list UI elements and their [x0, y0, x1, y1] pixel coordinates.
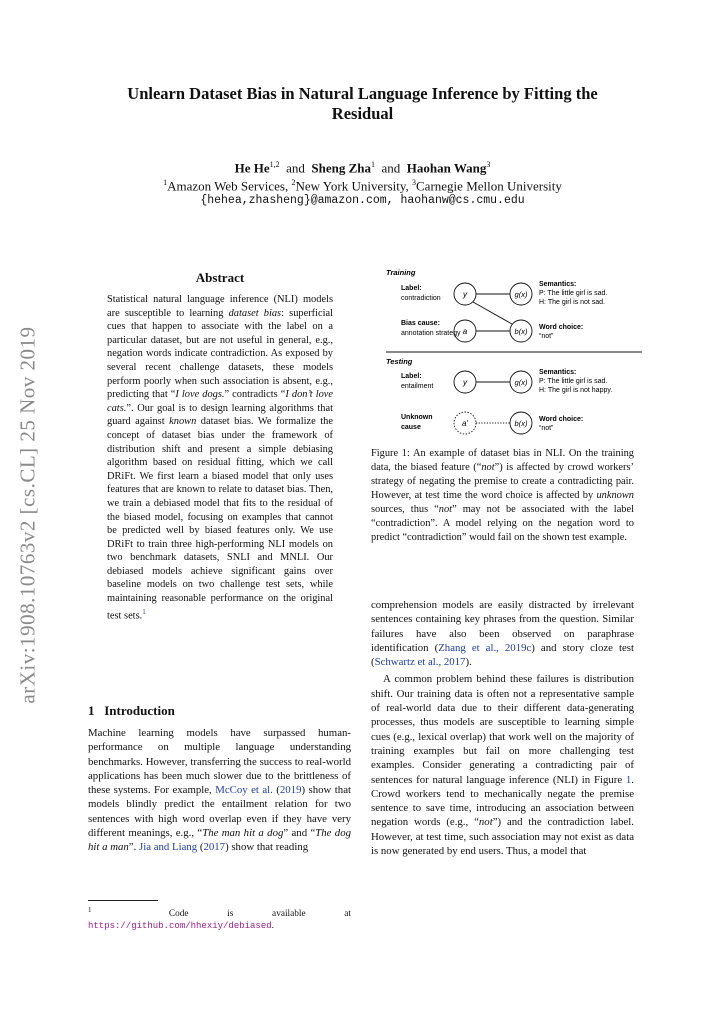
- text-run: I don’t love cats.: [107, 389, 333, 414]
- figure-1-diagram: [384, 265, 646, 440]
- text-run: ) show that reading: [225, 841, 309, 854]
- text-run: The dog hit a man: [88, 827, 351, 854]
- citation-link[interactable]: Zhang et al., 2019c: [438, 641, 532, 654]
- author-affil-mark: 1,2: [269, 160, 280, 169]
- text-run: ”.: [128, 841, 139, 854]
- section-number: 1: [88, 703, 95, 718]
- text-run: sources, thus “: [371, 504, 439, 515]
- citation-link[interactable]: Jia and Liang: [139, 841, 198, 854]
- right-column-body: [371, 598, 634, 858]
- paragraph: [371, 598, 634, 669]
- footnote-ref[interactable]: 1: [142, 607, 146, 616]
- text-run: (: [272, 784, 280, 797]
- text-run: dataset bias. We formalize the concept of dataset bias under the framework of distribution shift and present a simple debiasing algorithm based on residual fitting, which we call DRiFt. We first learn a biased model that only uses features that are known to relate to dataset bias. Then, we train a debiased model that fits to the residual of the biased model, focusing on examples that cannot be predicted well by biased features only. We use DRiFt to train three high-performing NLI models on two benchmark datasets, SNLI and MNLI. Our debiased models achieve significant gains over baseline models on two challenge test sets, while maintaining reasonable performance on the original test sets.: [107, 416, 333, 622]
- row-right-line: H: The girl is not happy.: [539, 387, 613, 394]
- citation-link[interactable]: McCoy et al.: [215, 784, 273, 797]
- text-run: ) and story cloze test (: [371, 641, 634, 669]
- text-run: not: [478, 816, 493, 829]
- citation-link[interactable]: Schwartz et al., 2017: [374, 656, 466, 669]
- footnote-text: Code is available at: [168, 909, 352, 920]
- figure-caption: [371, 447, 634, 545]
- text-run: ” and “: [283, 827, 316, 840]
- arxiv-stamp-text: arXiv:1908.10763v2 [cs.CL] 25 Nov 2019: [15, 326, 40, 704]
- text-run: (: [197, 841, 204, 854]
- row-right-line: P: The little girl is sad.: [539, 378, 608, 385]
- row-right-bold: Word choice:: [539, 324, 584, 331]
- row-right-bold: Semantics:: [539, 369, 577, 376]
- text-run: ” contradicts “: [224, 389, 286, 401]
- row-left-text: cause: [401, 424, 421, 431]
- arxiv-stamp: [8, 300, 48, 730]
- text-run: Figure 1: An example of dataset bias in NLI. On the training data, the biased feature (“: [371, 448, 634, 473]
- affil-mark: 2: [291, 178, 296, 187]
- affiliation: New York University,: [295, 178, 409, 194]
- author-separator: and: [381, 160, 401, 176]
- edge: [473, 302, 512, 324]
- row-left-bold: Bias cause:: [401, 320, 440, 327]
- abstract-heading: Abstract: [195, 270, 245, 285]
- text-run: : superficial cues that happen to associate with the label on a particular dataset, but are not useful in general, e.g., negation words indicate contradiction. As exposed by several recent challenge datasets, these models perform poorly when such association is absent, e.g., predicting that “: [107, 307, 334, 401]
- author-affil-mark: 1: [371, 160, 376, 169]
- affiliation: Carnegie Mellon University: [416, 178, 562, 194]
- text-run: ) show that models blindly predict the entailment relation for two sentences with high word overlap even if they have very different meanings, e.g., “: [88, 784, 351, 840]
- author-emails: {hehea,zhasheng}@amazon.com, haohanw@cs.cmu.edu: [200, 194, 525, 207]
- row-right-bold: Semantics:: [539, 281, 577, 288]
- node-label: b(x): [514, 419, 528, 428]
- citation-link[interactable]: 2017: [203, 841, 226, 854]
- paper-title: Unlearn Dataset Bias in Natural Language Inference by Fitting the Residual: [127, 84, 598, 123]
- row-left-bold: Label:: [401, 373, 422, 380]
- text-run: ”) is affected by crowd workers’ strategy of negating the premise to create a contradicting pair. However, at test time the word choice is affected by: [371, 462, 634, 501]
- node-label: a: [462, 327, 468, 336]
- section-title: Introduction: [104, 703, 175, 718]
- node-label: a′: [462, 419, 468, 428]
- author-name: Sheng Zha: [311, 160, 372, 176]
- row-right-line: H: The girl is not sad.: [539, 299, 606, 306]
- text-run: known: [169, 416, 197, 428]
- abstract-body: [107, 293, 333, 623]
- text-run: dataset bias: [228, 307, 282, 319]
- row-left-text: contradiction: [401, 295, 441, 302]
- author-affil-mark: 3: [486, 160, 491, 169]
- section-heading: [88, 703, 175, 719]
- text-run: . Crowd workers tend to mechanically negate the premise sentence to save time, introducing an association between negation words (e.g., “: [371, 773, 634, 829]
- node-label: g(x): [514, 378, 528, 387]
- text-run: ).: [465, 656, 472, 669]
- footnote-rule: [88, 900, 158, 901]
- row-left-text: entailment: [401, 383, 434, 390]
- affil-mark: 3: [412, 178, 417, 187]
- text-run: I love dogs.: [175, 389, 225, 401]
- training-label: Training: [386, 268, 416, 277]
- text-run: Statistical natural language inference (NLI) models are susceptible to learning: [107, 294, 333, 319]
- paragraph: [371, 672, 634, 858]
- intro-paragraph: [88, 726, 351, 855]
- row-left-bold: Label:: [401, 285, 422, 292]
- testing-label: Testing: [386, 357, 413, 366]
- author-name: He He: [234, 160, 270, 176]
- row-right-line: P: The little girl is sad.: [539, 290, 608, 297]
- citation-link[interactable]: 1: [625, 773, 632, 786]
- footnote: [88, 904, 351, 932]
- node-label: g(x): [514, 290, 528, 299]
- code-url-link[interactable]: https://github.com/hhexiy/debiased: [88, 921, 272, 932]
- row-right-line: “not”: [539, 425, 554, 432]
- author-separator: and: [286, 160, 305, 176]
- footnote-end: .: [271, 921, 274, 932]
- text-run: Machine learning models have surpassed human-performance on multiple language understanding benchmarks. However, transferring the success to real-world applications has been much slower due to the brittleness of these systems. For example,: [88, 727, 351, 797]
- text-run: A common problem behind these failures is distribution shift. Our training data is often not a representative sample of real-world data due to their different data-generating processes, thus models are susceptible to learning simple cues (e.g., lexical overlap) that work well on the majority of training examples but fail on more challenging test examples. Consider generating a contradicting pair of sentences for natural language inference (NLI) in Figure: [371, 673, 634, 786]
- footnote-mark: 1: [88, 906, 92, 914]
- affil-mark: 1: [163, 178, 168, 187]
- row-left-bold: Unknown: [401, 414, 433, 421]
- node-label: y: [463, 290, 467, 299]
- text-run: not: [438, 504, 453, 515]
- text-run: unknown: [596, 490, 634, 501]
- affiliation: Amazon Web Services,: [167, 178, 289, 194]
- text-run: ”) and the contradiction label. However, at test time, such association may not exist as data is now generated by end users. Thus, a model that: [371, 816, 635, 858]
- author-name: Haohan Wang: [406, 160, 487, 176]
- node-label: y: [463, 378, 467, 387]
- text-run: not: [481, 462, 495, 473]
- text-run: The man hit a dog: [202, 827, 284, 840]
- text-run: ” may not be associated with the label “contradiction”. A model relying on the negation word to predict “contradiction” would fail on the shown test example.: [371, 504, 635, 543]
- text-run: comprehension models are easily distracted by irrelevant sentences containing key phrases from the question. Similar failures have also been observed on paraphrase identification (: [371, 599, 634, 654]
- node-label: b(x): [514, 327, 528, 336]
- row-right-line: “not”: [539, 333, 554, 340]
- text-run: ”. Our goal is to design learning algorithms that guard against: [107, 402, 333, 428]
- citation-link[interactable]: 2019: [279, 784, 302, 797]
- row-left-text: annotation strategy: [401, 330, 461, 337]
- row-right-bold: Word choice:: [539, 416, 584, 423]
